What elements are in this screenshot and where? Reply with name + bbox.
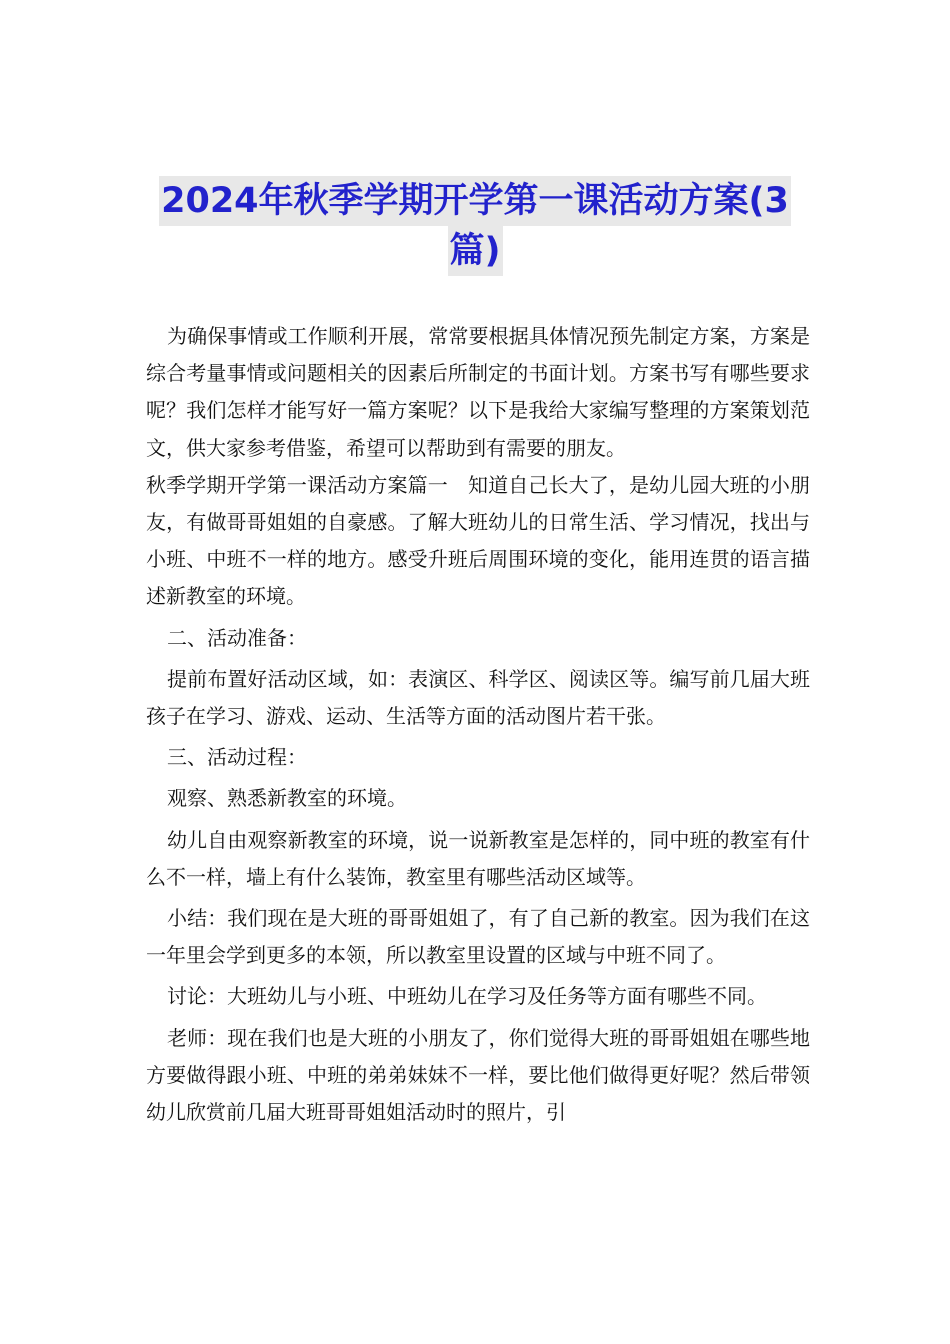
document-title: [120, 176, 830, 276]
paragraph-free-observation: 幼儿自由观察新教室的环境，说一说新教室是怎样的，同中班的教室有什么不一样，墙上有什么装饰，教室里有哪些活动区域等。: [146, 827, 810, 889]
title-line-2: 篇): [448, 226, 503, 276]
document-body: [146, 318, 810, 1131]
paragraph-plan-one-goals: 秋季学期开学第一课活动方案篇一 知道自己长大了，是幼儿园大班的小朋友，有做哥哥姐姐的自豪感。了解大班幼儿的日常生活、学习情况，找出与小班、中班不一样的地方。感受升班后周围环境的变化，能用连贯的语言描述新教室的环境。: [146, 472, 810, 609]
section-heading-process: 三、活动过程：: [167, 745, 307, 770]
paragraph-summary: 小结：我们现在是大班的哥哥姐姐了，有了自己新的教室。因为我们在这一年里会学到更多的本领，所以教室里设置的区域与中班不同了。: [146, 906, 810, 968]
paragraph-observe: 观察、熟悉新教室的环境。: [167, 786, 407, 811]
paragraph-intro: 为确保事情或工作顺利开展，常常要根据具体情况预先制定方案，方案是综合考量事情或问题相关的因素后所制定的书面计划。方案书写有哪些要求呢？我们怎样才能写好一篇方案呢？以下是我给大家编写整理的方案策划范文，供大家参考借鉴，希望可以帮助到有需要的朋友。: [146, 324, 810, 460]
paragraph-teacher: 老师：现在我们也是大班的小朋友了，你们觉得大班的哥哥姐姐在哪些地方要做得跟小班、中班的弟弟妹妹不一样，要比他们做得更好呢？然后带领幼儿欣赏前几届大班哥哥姐姐活动时的照片，引: [146, 1025, 810, 1125]
paragraph-preparation: 提前布置好活动区域，如：表演区、科学区、阅读区等。编写前几届大班孩子在学习、游戏、运动、生活等方面的活动图片若干张。: [146, 666, 810, 729]
title-line-1: 2024年秋季学期开学第一课活动方案(3: [159, 176, 791, 226]
paragraph-discussion: 讨论：大班幼儿与小班、中班幼儿在学习及任务等方面有哪些不同。: [167, 984, 767, 1009]
section-heading-preparation: 二、活动准备：: [167, 625, 307, 650]
